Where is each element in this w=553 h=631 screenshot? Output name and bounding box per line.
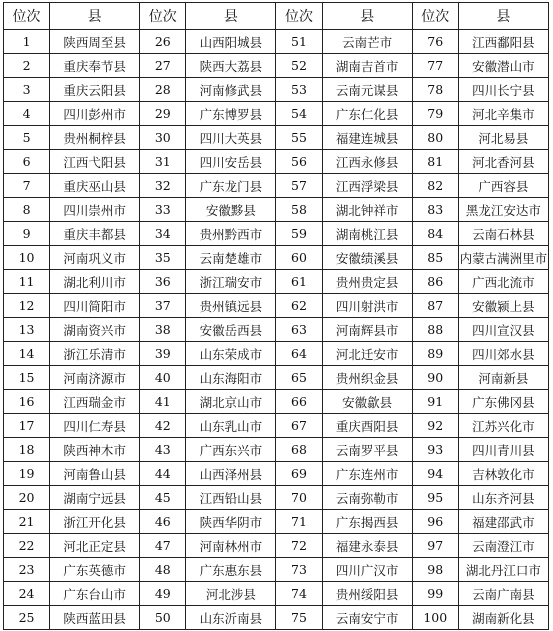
- rank-cell: 47: [140, 534, 186, 558]
- county-cell: 河南辉县市: [322, 318, 412, 342]
- rank-cell: 86: [412, 270, 458, 294]
- rank-cell: 30: [140, 126, 186, 150]
- rank-cell: 59: [276, 222, 322, 246]
- county-cell: 广东英德市: [50, 558, 140, 582]
- county-cell: 陕西周至县: [50, 30, 140, 54]
- county-cell: 广东惠东县: [186, 558, 276, 582]
- county-cell: 江西浮梁县: [322, 174, 412, 198]
- county-cell: 河南济源市: [50, 366, 140, 390]
- table-row: [4, 414, 549, 438]
- rank-cell: 57: [276, 174, 322, 198]
- rank-cell: 95: [412, 486, 458, 510]
- county-cell: 广西东兴市: [186, 438, 276, 462]
- header-row: [4, 3, 549, 30]
- rank-cell: 25: [4, 606, 50, 630]
- table-row: [4, 582, 549, 606]
- rank-cell: 85: [412, 246, 458, 270]
- rank-cell: 43: [140, 438, 186, 462]
- rank-cell: 82: [412, 174, 458, 198]
- rank-cell: 81: [412, 150, 458, 174]
- rank-cell: 97: [412, 534, 458, 558]
- county-cell: 山东乳山市: [186, 414, 276, 438]
- county-cell: 安徽颍上县: [458, 294, 548, 318]
- county-cell: 江西铅山县: [186, 486, 276, 510]
- rank-cell: 96: [412, 510, 458, 534]
- county-cell: 黑龙江安达市: [458, 198, 548, 222]
- county-cell: 贵州黔西市: [186, 222, 276, 246]
- county-cell: 四川简阳市: [50, 294, 140, 318]
- county-cell: 贵州绥阳县: [322, 582, 412, 606]
- county-cell: 云南芒市: [322, 30, 412, 54]
- rank-cell: 16: [4, 390, 50, 414]
- rank-cell: 79: [412, 102, 458, 126]
- table-row: [4, 246, 549, 270]
- rank-cell: 83: [412, 198, 458, 222]
- county-cell: 四川彭州市: [50, 102, 140, 126]
- county-cell: 山西阳城县: [186, 30, 276, 54]
- county-cell: 云南广南县: [458, 582, 548, 606]
- table-row: [4, 198, 549, 222]
- rank-cell: 31: [140, 150, 186, 174]
- county-cell: 山东荣成市: [186, 342, 276, 366]
- county-cell: 河南鲁山县: [50, 462, 140, 486]
- county-cell: 四川广汉市: [322, 558, 412, 582]
- county-cell: 四川长宁县: [458, 78, 548, 102]
- rank-cell: 70: [276, 486, 322, 510]
- rank-cell: 99: [412, 582, 458, 606]
- table-body: [4, 30, 549, 630]
- rank-cell: 87: [412, 294, 458, 318]
- county-cell: 湖南资兴市: [50, 318, 140, 342]
- county-cell: 四川仁寿县: [50, 414, 140, 438]
- header-county: 县: [186, 3, 276, 30]
- rank-cell: 26: [140, 30, 186, 54]
- county-cell: 贵州镇远县: [186, 294, 276, 318]
- table-row: [4, 102, 549, 126]
- county-cell: 河北易县: [458, 126, 548, 150]
- county-cell: 云南弥勒市: [322, 486, 412, 510]
- rank-cell: 33: [140, 198, 186, 222]
- county-cell: 江西弋阳县: [50, 150, 140, 174]
- county-cell: 江苏兴化市: [458, 414, 548, 438]
- county-cell: 广东佛冈县: [458, 390, 548, 414]
- rank-cell: 4: [4, 102, 50, 126]
- rank-cell: 98: [412, 558, 458, 582]
- county-cell: 河北迁安市: [322, 342, 412, 366]
- rank-cell: 49: [140, 582, 186, 606]
- rank-cell: 2: [4, 54, 50, 78]
- county-cell: 山东海阳市: [186, 366, 276, 390]
- rank-cell: 41: [140, 390, 186, 414]
- county-cell: 河南修武县: [186, 78, 276, 102]
- table-row: [4, 390, 549, 414]
- rank-cell: 56: [276, 150, 322, 174]
- table-row: [4, 270, 549, 294]
- county-cell: 浙江瑞安市: [186, 270, 276, 294]
- county-cell: 浙江开化县: [50, 510, 140, 534]
- rank-cell: 15: [4, 366, 50, 390]
- county-cell: 河北正定县: [50, 534, 140, 558]
- rank-cell: 75: [276, 606, 322, 630]
- rank-cell: 39: [140, 342, 186, 366]
- rank-cell: 6: [4, 150, 50, 174]
- rank-cell: 60: [276, 246, 322, 270]
- rank-cell: 40: [140, 366, 186, 390]
- rank-cell: 21: [4, 510, 50, 534]
- rank-cell: 32: [140, 174, 186, 198]
- county-cell: 贵州贵定县: [322, 270, 412, 294]
- rank-cell: 61: [276, 270, 322, 294]
- county-cell: 四川安岳县: [186, 150, 276, 174]
- county-cell: 山西泽州县: [186, 462, 276, 486]
- rank-cell: 50: [140, 606, 186, 630]
- table-row: [4, 294, 549, 318]
- rank-cell: 90: [412, 366, 458, 390]
- rank-cell: 63: [276, 318, 322, 342]
- county-cell: 云南罗平县: [322, 438, 412, 462]
- rank-cell: 89: [412, 342, 458, 366]
- table-row: [4, 534, 549, 558]
- rank-cell: 18: [4, 438, 50, 462]
- county-cell: 四川射洪市: [322, 294, 412, 318]
- header-county: 县: [322, 3, 412, 30]
- rank-cell: 42: [140, 414, 186, 438]
- table-row: [4, 54, 549, 78]
- rank-cell: 9: [4, 222, 50, 246]
- rank-cell: 19: [4, 462, 50, 486]
- county-cell: 陕西神木市: [50, 438, 140, 462]
- county-cell: 广东龙门县: [186, 174, 276, 198]
- county-cell: 重庆丰都县: [50, 222, 140, 246]
- rank-cell: 8: [4, 198, 50, 222]
- county-cell: 四川大英县: [186, 126, 276, 150]
- rank-cell: 64: [276, 342, 322, 366]
- rank-cell: 91: [412, 390, 458, 414]
- county-cell: 河南新县: [458, 366, 548, 390]
- rank-cell: 54: [276, 102, 322, 126]
- county-cell: 广东台山市: [50, 582, 140, 606]
- rank-cell: 3: [4, 78, 50, 102]
- rank-cell: 22: [4, 534, 50, 558]
- rank-cell: 53: [276, 78, 322, 102]
- rank-cell: 84: [412, 222, 458, 246]
- rank-cell: 68: [276, 438, 322, 462]
- county-cell: 湖南宁远县: [50, 486, 140, 510]
- county-cell: 云南安宁市: [322, 606, 412, 630]
- county-cell: 贵州织金县: [322, 366, 412, 390]
- rank-cell: 1: [4, 30, 50, 54]
- rank-cell: 46: [140, 510, 186, 534]
- county-cell: 河北涉县: [186, 582, 276, 606]
- county-cell: 重庆巫山县: [50, 174, 140, 198]
- county-cell: 陕西蓝田县: [50, 606, 140, 630]
- rank-cell: 7: [4, 174, 50, 198]
- header-rank: 位次: [140, 3, 186, 30]
- table-row: [4, 366, 549, 390]
- county-cell: 江西瑞金市: [50, 390, 140, 414]
- county-cell: 河北辛集市: [458, 102, 548, 126]
- table-row: [4, 342, 549, 366]
- county-cell: 湖北利川市: [50, 270, 140, 294]
- rank-cell: 37: [140, 294, 186, 318]
- rank-cell: 67: [276, 414, 322, 438]
- rank-cell: 72: [276, 534, 322, 558]
- county-cell: 山东沂南县: [186, 606, 276, 630]
- table-row: [4, 174, 549, 198]
- rank-cell: 62: [276, 294, 322, 318]
- county-cell: 安徽黟县: [186, 198, 276, 222]
- county-cell: 河北香河县: [458, 150, 548, 174]
- rank-cell: 74: [276, 582, 322, 606]
- rank-cell: 28: [140, 78, 186, 102]
- table-row: [4, 126, 549, 150]
- county-cell: 福建连城县: [322, 126, 412, 150]
- county-cell: 内蒙古满洲里市: [458, 246, 548, 270]
- rank-cell: 69: [276, 462, 322, 486]
- rank-cell: 66: [276, 390, 322, 414]
- county-cell: 重庆云阳县: [50, 78, 140, 102]
- rank-cell: 65: [276, 366, 322, 390]
- county-cell: 安徽绩溪县: [322, 246, 412, 270]
- county-cell: 福建永泰县: [322, 534, 412, 558]
- county-cell: 陕西华阴市: [186, 510, 276, 534]
- table-row: [4, 510, 549, 534]
- rank-cell: 10: [4, 246, 50, 270]
- rank-cell: 20: [4, 486, 50, 510]
- county-ranking-table: [3, 2, 549, 630]
- county-cell: 山东齐河县: [458, 486, 548, 510]
- county-cell: 江西鄱阳县: [458, 30, 548, 54]
- county-cell: 重庆酉阳县: [322, 414, 412, 438]
- county-cell: 湖南新化县: [458, 606, 548, 630]
- table-row: [4, 150, 549, 174]
- table-row: [4, 318, 549, 342]
- rank-cell: 55: [276, 126, 322, 150]
- table-row: [4, 78, 549, 102]
- county-cell: 四川青川县: [458, 438, 548, 462]
- county-cell: 湖南桃江县: [322, 222, 412, 246]
- county-cell: 湖北钟祥市: [322, 198, 412, 222]
- rank-cell: 27: [140, 54, 186, 78]
- rank-cell: 100: [412, 606, 458, 630]
- county-cell: 广东博罗县: [186, 102, 276, 126]
- table-row: [4, 558, 549, 582]
- table-row: [4, 30, 549, 54]
- county-cell: 福建邵武市: [458, 510, 548, 534]
- rank-cell: 35: [140, 246, 186, 270]
- rank-cell: 29: [140, 102, 186, 126]
- rank-cell: 11: [4, 270, 50, 294]
- county-cell: 广西北流市: [458, 270, 548, 294]
- county-cell: 云南楚雄市: [186, 246, 276, 270]
- rank-cell: 94: [412, 462, 458, 486]
- header-rank: 位次: [412, 3, 458, 30]
- county-cell: 河南林州市: [186, 534, 276, 558]
- rank-cell: 12: [4, 294, 50, 318]
- rank-cell: 13: [4, 318, 50, 342]
- rank-cell: 52: [276, 54, 322, 78]
- rank-cell: 76: [412, 30, 458, 54]
- county-cell: 四川宣汉县: [458, 318, 548, 342]
- rank-cell: 36: [140, 270, 186, 294]
- county-cell: 湖北京山市: [186, 390, 276, 414]
- rank-cell: 48: [140, 558, 186, 582]
- county-cell: 云南石林县: [458, 222, 548, 246]
- rank-cell: 34: [140, 222, 186, 246]
- rank-cell: 92: [412, 414, 458, 438]
- rank-cell: 78: [412, 78, 458, 102]
- county-cell: 贵州桐梓县: [50, 126, 140, 150]
- table-row: [4, 438, 549, 462]
- rank-cell: 80: [412, 126, 458, 150]
- county-cell: 广东揭西县: [322, 510, 412, 534]
- county-cell: 湖北丹江口市: [458, 558, 548, 582]
- rank-cell: 17: [4, 414, 50, 438]
- county-cell: 湖南吉首市: [322, 54, 412, 78]
- header-rank: 位次: [276, 3, 322, 30]
- rank-cell: 51: [276, 30, 322, 54]
- rank-cell: 23: [4, 558, 50, 582]
- county-cell: 吉林敦化市: [458, 462, 548, 486]
- rank-cell: 88: [412, 318, 458, 342]
- rank-cell: 73: [276, 558, 322, 582]
- county-cell: 云南元谋县: [322, 78, 412, 102]
- table-row: [4, 486, 549, 510]
- rank-cell: 38: [140, 318, 186, 342]
- table-row: [4, 606, 549, 630]
- rank-cell: 58: [276, 198, 322, 222]
- header-rank: 位次: [4, 3, 50, 30]
- header-county: 县: [458, 3, 548, 30]
- rank-cell: 71: [276, 510, 322, 534]
- county-cell: 云南澄江市: [458, 534, 548, 558]
- county-cell: 陕西大荔县: [186, 54, 276, 78]
- rank-cell: 24: [4, 582, 50, 606]
- county-cell: 广东连州市: [322, 462, 412, 486]
- county-cell: 广西容县: [458, 174, 548, 198]
- county-cell: 江西永修县: [322, 150, 412, 174]
- rank-cell: 45: [140, 486, 186, 510]
- table-row: [4, 462, 549, 486]
- rank-cell: 44: [140, 462, 186, 486]
- rank-cell: 93: [412, 438, 458, 462]
- header-county: 县: [50, 3, 140, 30]
- county-cell: 浙江乐清市: [50, 342, 140, 366]
- rank-cell: 5: [4, 126, 50, 150]
- county-cell: 安徽潜山市: [458, 54, 548, 78]
- county-cell: 四川郊水县: [458, 342, 548, 366]
- table-row: [4, 222, 549, 246]
- rank-cell: 14: [4, 342, 50, 366]
- rank-cell: 77: [412, 54, 458, 78]
- county-cell: 广东仁化县: [322, 102, 412, 126]
- county-cell: 重庆奉节县: [50, 54, 140, 78]
- county-cell: 河南巩义市: [50, 246, 140, 270]
- county-cell: 安徽歙县: [322, 390, 412, 414]
- county-cell: 四川崇州市: [50, 198, 140, 222]
- county-cell: 安徽岳西县: [186, 318, 276, 342]
